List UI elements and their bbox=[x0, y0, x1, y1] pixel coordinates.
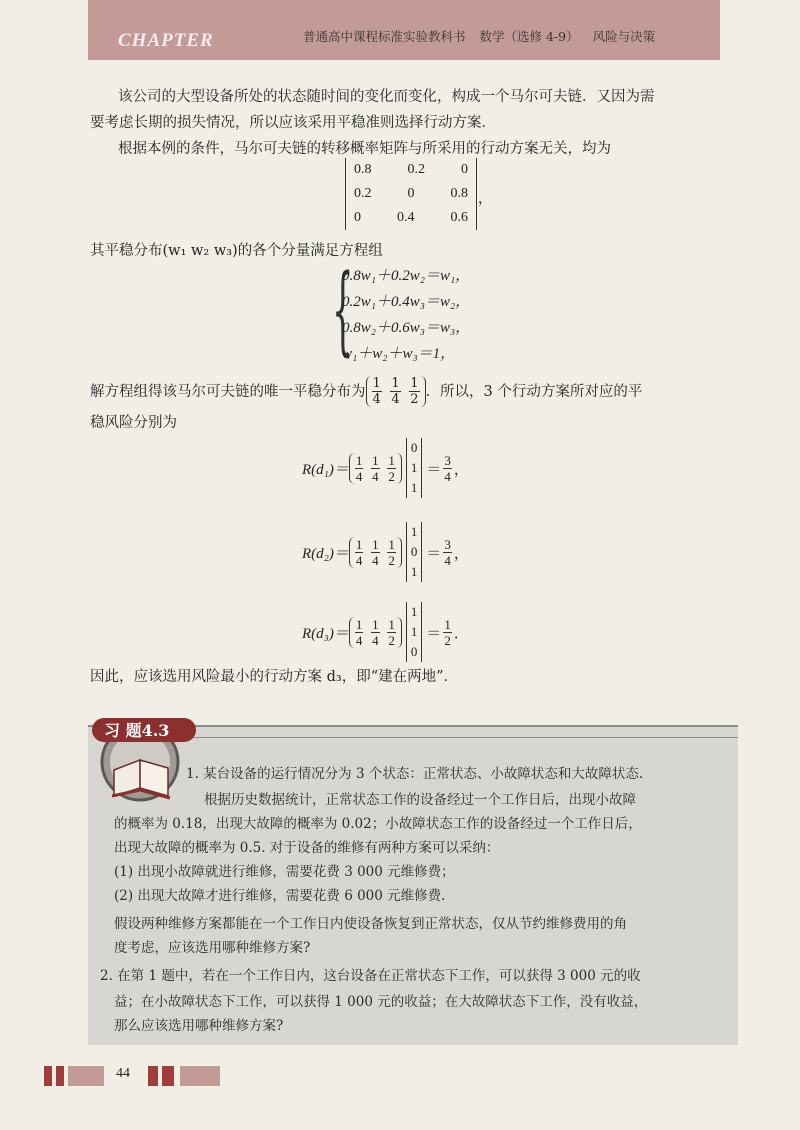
vector-entry: 1 bbox=[410, 564, 418, 579]
fraction bbox=[355, 617, 364, 648]
numerator: 1 bbox=[372, 536, 379, 552]
denominator: 2 bbox=[388, 632, 395, 648]
question-1-line-2: 根据历史数据统计，正常状态工作的设备经过一个工作日后，出现小故障 bbox=[204, 792, 636, 808]
question-1-option-1: (1) 出现小故障就进行维修，需要花费 3 000 元维修费； bbox=[114, 864, 455, 880]
footer-bar bbox=[162, 1066, 174, 1086]
stationary-row-vector bbox=[349, 537, 402, 568]
vector-entry: 1 bbox=[410, 524, 418, 539]
numerator: 1 bbox=[388, 536, 395, 552]
equals-sign: ＝ bbox=[426, 461, 442, 478]
matrix-cell: 0 bbox=[407, 186, 415, 201]
vector-entry: 1 bbox=[410, 604, 418, 619]
numerator: 1 bbox=[388, 452, 395, 468]
stationary-row-vector bbox=[349, 453, 402, 484]
matrix-cell: 0 bbox=[461, 162, 468, 177]
stationary-distribution bbox=[366, 376, 426, 407]
punctuation: ． bbox=[453, 625, 469, 642]
book-unit: 风险与决策 bbox=[592, 29, 656, 44]
vector-entry: 0 bbox=[410, 440, 418, 455]
fraction bbox=[371, 617, 380, 648]
denominator: 2 bbox=[388, 552, 395, 568]
matrix-cell: 0.2 bbox=[407, 162, 425, 177]
numerator: 3 bbox=[444, 536, 451, 552]
numerator: 1 bbox=[391, 376, 400, 391]
paragraph-2: 根据本例的条件，马尔可夫链的转移概率矩阵与所采用的行动方案无关，均为 bbox=[118, 141, 611, 157]
page-number: 44 bbox=[116, 1066, 130, 1081]
loss-column-vector bbox=[406, 602, 423, 662]
fraction bbox=[355, 453, 364, 484]
matrix-row bbox=[346, 182, 476, 206]
book-series: 普通高中课程标准实验教科书 bbox=[303, 29, 466, 44]
question-1-line-6: 度考虑，应该选用哪种维修方案? bbox=[114, 940, 311, 956]
denominator: 2 bbox=[410, 392, 419, 407]
footer-bar bbox=[148, 1066, 158, 1086]
numerator: 1 bbox=[372, 376, 381, 391]
equation-line: 0.8w₂＋0.6w₃＝w₃， bbox=[342, 320, 471, 336]
fraction bbox=[390, 376, 400, 407]
fraction bbox=[387, 453, 396, 484]
exercise-badge bbox=[92, 700, 202, 810]
denominator: 4 bbox=[355, 468, 363, 484]
page-header bbox=[88, 0, 720, 60]
numerator: 1 bbox=[355, 616, 363, 632]
fraction bbox=[387, 617, 396, 648]
denominator: 2 bbox=[444, 632, 451, 648]
numerator: 3 bbox=[444, 452, 451, 468]
book-icon bbox=[92, 700, 202, 810]
denominator: 4 bbox=[372, 552, 379, 568]
book-subject: 数学（选修 4-9） bbox=[479, 29, 579, 44]
equation-brace: { bbox=[332, 254, 354, 366]
numerator: 1 bbox=[410, 376, 419, 391]
chapter-label: CHAPTER bbox=[118, 30, 214, 51]
denominator: 4 bbox=[355, 552, 363, 568]
matrix-cell: 0.2 bbox=[354, 186, 372, 201]
loss-column-vector bbox=[406, 522, 423, 582]
header-book-title bbox=[303, 27, 665, 45]
risk-result bbox=[443, 617, 452, 648]
question-1-line-5: 假设两种维修方案都能在一个工作日内使设备恢复到正常状态，仅从节约维修费用的角 bbox=[114, 916, 627, 932]
denominator: 4 bbox=[372, 468, 379, 484]
matrix-cell: 0.6 bbox=[450, 210, 468, 225]
risk-label: R(d₃)＝ bbox=[302, 625, 349, 642]
equation-line: w₁＋w₂＋w₃＝1， bbox=[342, 346, 456, 362]
denominator: 4 bbox=[372, 632, 379, 648]
fraction bbox=[409, 376, 419, 407]
question-1-option-2: (2) 出现大故障才进行维修，需要花费 6 000 元维修费. bbox=[114, 888, 446, 904]
matrix-row bbox=[346, 158, 476, 182]
punctuation: ， bbox=[453, 461, 469, 478]
matrix-comma: ， bbox=[478, 191, 492, 207]
numerator: 1 bbox=[444, 616, 451, 632]
equals-sign: ＝ bbox=[426, 545, 442, 562]
footer-bar bbox=[68, 1066, 104, 1086]
question-2-line-1: 2. 在第 1 题中，若在一个工作日内，这台设备在正常状态下工作，可以获得 3 000 元的收 bbox=[100, 968, 641, 984]
vector-entry: 1 bbox=[410, 480, 418, 495]
fraction bbox=[355, 537, 364, 568]
matrix-cell: 0.8 bbox=[450, 186, 468, 201]
risk-label: R(d₂)＝ bbox=[302, 545, 349, 562]
vector-entry: 1 bbox=[410, 624, 418, 639]
question-1-line-1: 1. 某台设备的运行情况分为 3 个状态：正常状态、小故障状态和大故障状态. bbox=[186, 766, 644, 782]
denominator: 4 bbox=[372, 392, 381, 407]
risk-label: R(d₁)＝ bbox=[302, 461, 349, 478]
paragraph-3: 其平稳分布(w₁ w₂ w₃)的各个分量满足方程组 bbox=[90, 243, 383, 259]
loss-column-vector bbox=[406, 438, 423, 498]
paragraph-4-line-2: 稳风险分别为 bbox=[90, 415, 177, 431]
footer-bar bbox=[44, 1066, 52, 1086]
numerator: 1 bbox=[355, 452, 363, 468]
exercise-badge-label: 习 题4.3 bbox=[104, 721, 170, 740]
divider bbox=[148, 737, 738, 738]
paragraph-4 bbox=[90, 376, 642, 407]
question-1-line-3: 的概率为 0.18，出现大故障的概率为 0.02；小故障状态工作的设备经过一个工作日后， bbox=[114, 816, 642, 832]
question-2-line-2: 益；在小故障状态下工作，可以获得 1 000 元的收益；在大故障状态下工作，没有收益， bbox=[114, 994, 648, 1010]
risk-equation-1 bbox=[302, 438, 469, 498]
risk-equation-3 bbox=[302, 602, 469, 662]
question-1-line-4: 出现大故障的概率为 0.5. 对于设备的维修有两种方案可以采纳： bbox=[114, 840, 500, 856]
denominator: 2 bbox=[388, 468, 395, 484]
punctuation: ， bbox=[453, 545, 469, 562]
vector-entry: 0 bbox=[410, 644, 418, 659]
paragraph-4-end: ．所以，3 个行动方案所对应的平 bbox=[425, 383, 643, 400]
fraction bbox=[387, 537, 396, 568]
stationary-row-vector bbox=[349, 617, 402, 648]
footer-bar bbox=[56, 1066, 64, 1086]
matrix-row bbox=[346, 206, 476, 230]
vector-entry: 1 bbox=[410, 460, 418, 475]
transition-matrix bbox=[345, 158, 477, 230]
risk-equation-2 bbox=[302, 522, 469, 582]
risk-result bbox=[443, 537, 452, 568]
numerator: 1 bbox=[372, 616, 379, 632]
equation-line: 0.8w₁＋0.2w₂＝w₁， bbox=[342, 268, 471, 284]
numerator: 1 bbox=[388, 616, 395, 632]
denominator: 4 bbox=[444, 468, 451, 484]
footer-bar bbox=[180, 1066, 220, 1086]
risk-result bbox=[443, 453, 452, 484]
paragraph-4-start: 解方程组得该马尔可夫链的唯一平稳分布为 bbox=[90, 383, 366, 400]
fraction bbox=[371, 537, 380, 568]
question-2-line-3: 那么应该选用哪种维修方案? bbox=[114, 1018, 284, 1034]
denominator: 4 bbox=[355, 632, 363, 648]
equals-sign: ＝ bbox=[426, 625, 442, 642]
denominator: 4 bbox=[391, 392, 400, 407]
matrix-cell: 0.4 bbox=[397, 210, 415, 225]
numerator: 1 bbox=[355, 536, 363, 552]
fraction bbox=[372, 376, 382, 407]
matrix-cell: 0.8 bbox=[354, 162, 372, 177]
paragraph-1-line-2: 要考虑长期的损失情况，所以应该采用平稳准则选择行动方案． bbox=[90, 115, 496, 131]
equation-line: 0.2w₁＋0.4w₃＝w₂， bbox=[342, 294, 471, 310]
vector-entry: 0 bbox=[410, 544, 418, 559]
denominator: 4 bbox=[444, 552, 451, 568]
fraction bbox=[371, 453, 380, 484]
conclusion: 因此，应该选用风险最小的行动方案 d₃，即“建在两地”． bbox=[90, 669, 459, 685]
numerator: 1 bbox=[372, 452, 379, 468]
paragraph-1-line-1: 该公司的大型设备所处的状态随时间的变化而变化，构成一个马尔可夫链．又因为需 bbox=[118, 89, 655, 105]
matrix-cell: 0 bbox=[354, 210, 361, 225]
